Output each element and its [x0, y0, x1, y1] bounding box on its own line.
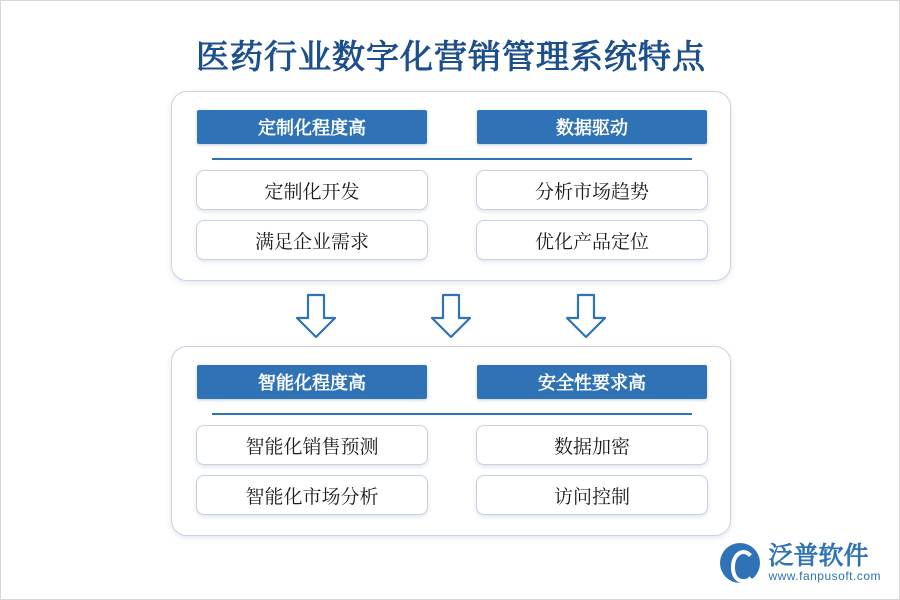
brand-text	[768, 544, 881, 583]
page-title: 医药行业数字化营销管理系统特点	[196, 40, 706, 76]
group-bottom-items	[172, 425, 732, 515]
feature-group-top	[171, 91, 731, 281]
group-top-header-2[interactable]: 数据驱动	[477, 110, 707, 144]
list-item[interactable]: 满足企业需求	[196, 220, 428, 260]
group-top-header-1[interactable]: 定制化程度高	[197, 110, 427, 144]
feature-group-bottom	[171, 346, 731, 536]
list-item[interactable]: 智能化销售预测	[196, 425, 428, 465]
arrow-down-icon	[430, 293, 472, 339]
arrow-row	[171, 293, 731, 339]
group-top-divider	[212, 158, 692, 160]
group-bottom-divider	[212, 413, 692, 415]
list-item[interactable]: 分析市场趋势	[476, 170, 708, 210]
list-item[interactable]: 数据加密	[476, 425, 708, 465]
group-top-header-row	[172, 110, 732, 144]
arrow-down-icon	[565, 293, 607, 339]
brand-name: 泛普软件	[768, 542, 869, 570]
list-item[interactable]: 优化产品定位	[476, 220, 708, 260]
list-item[interactable]: 定制化开发	[196, 170, 428, 210]
group-top-items	[172, 170, 732, 260]
group-bottom-header-row	[172, 365, 732, 399]
brand-logo	[720, 543, 881, 583]
list-item[interactable]: 访问控制	[476, 475, 708, 515]
list-item[interactable]: 智能化市场分析	[196, 475, 428, 515]
fanpu-droplet-logo-icon	[720, 543, 760, 583]
group-bottom-header-2[interactable]: 安全性要求高	[477, 365, 707, 399]
brand-url: www.fanpusoft.com	[768, 568, 881, 583]
arrow-down-icon	[295, 293, 337, 339]
group-bottom-header-1[interactable]: 智能化程度高	[197, 365, 427, 399]
